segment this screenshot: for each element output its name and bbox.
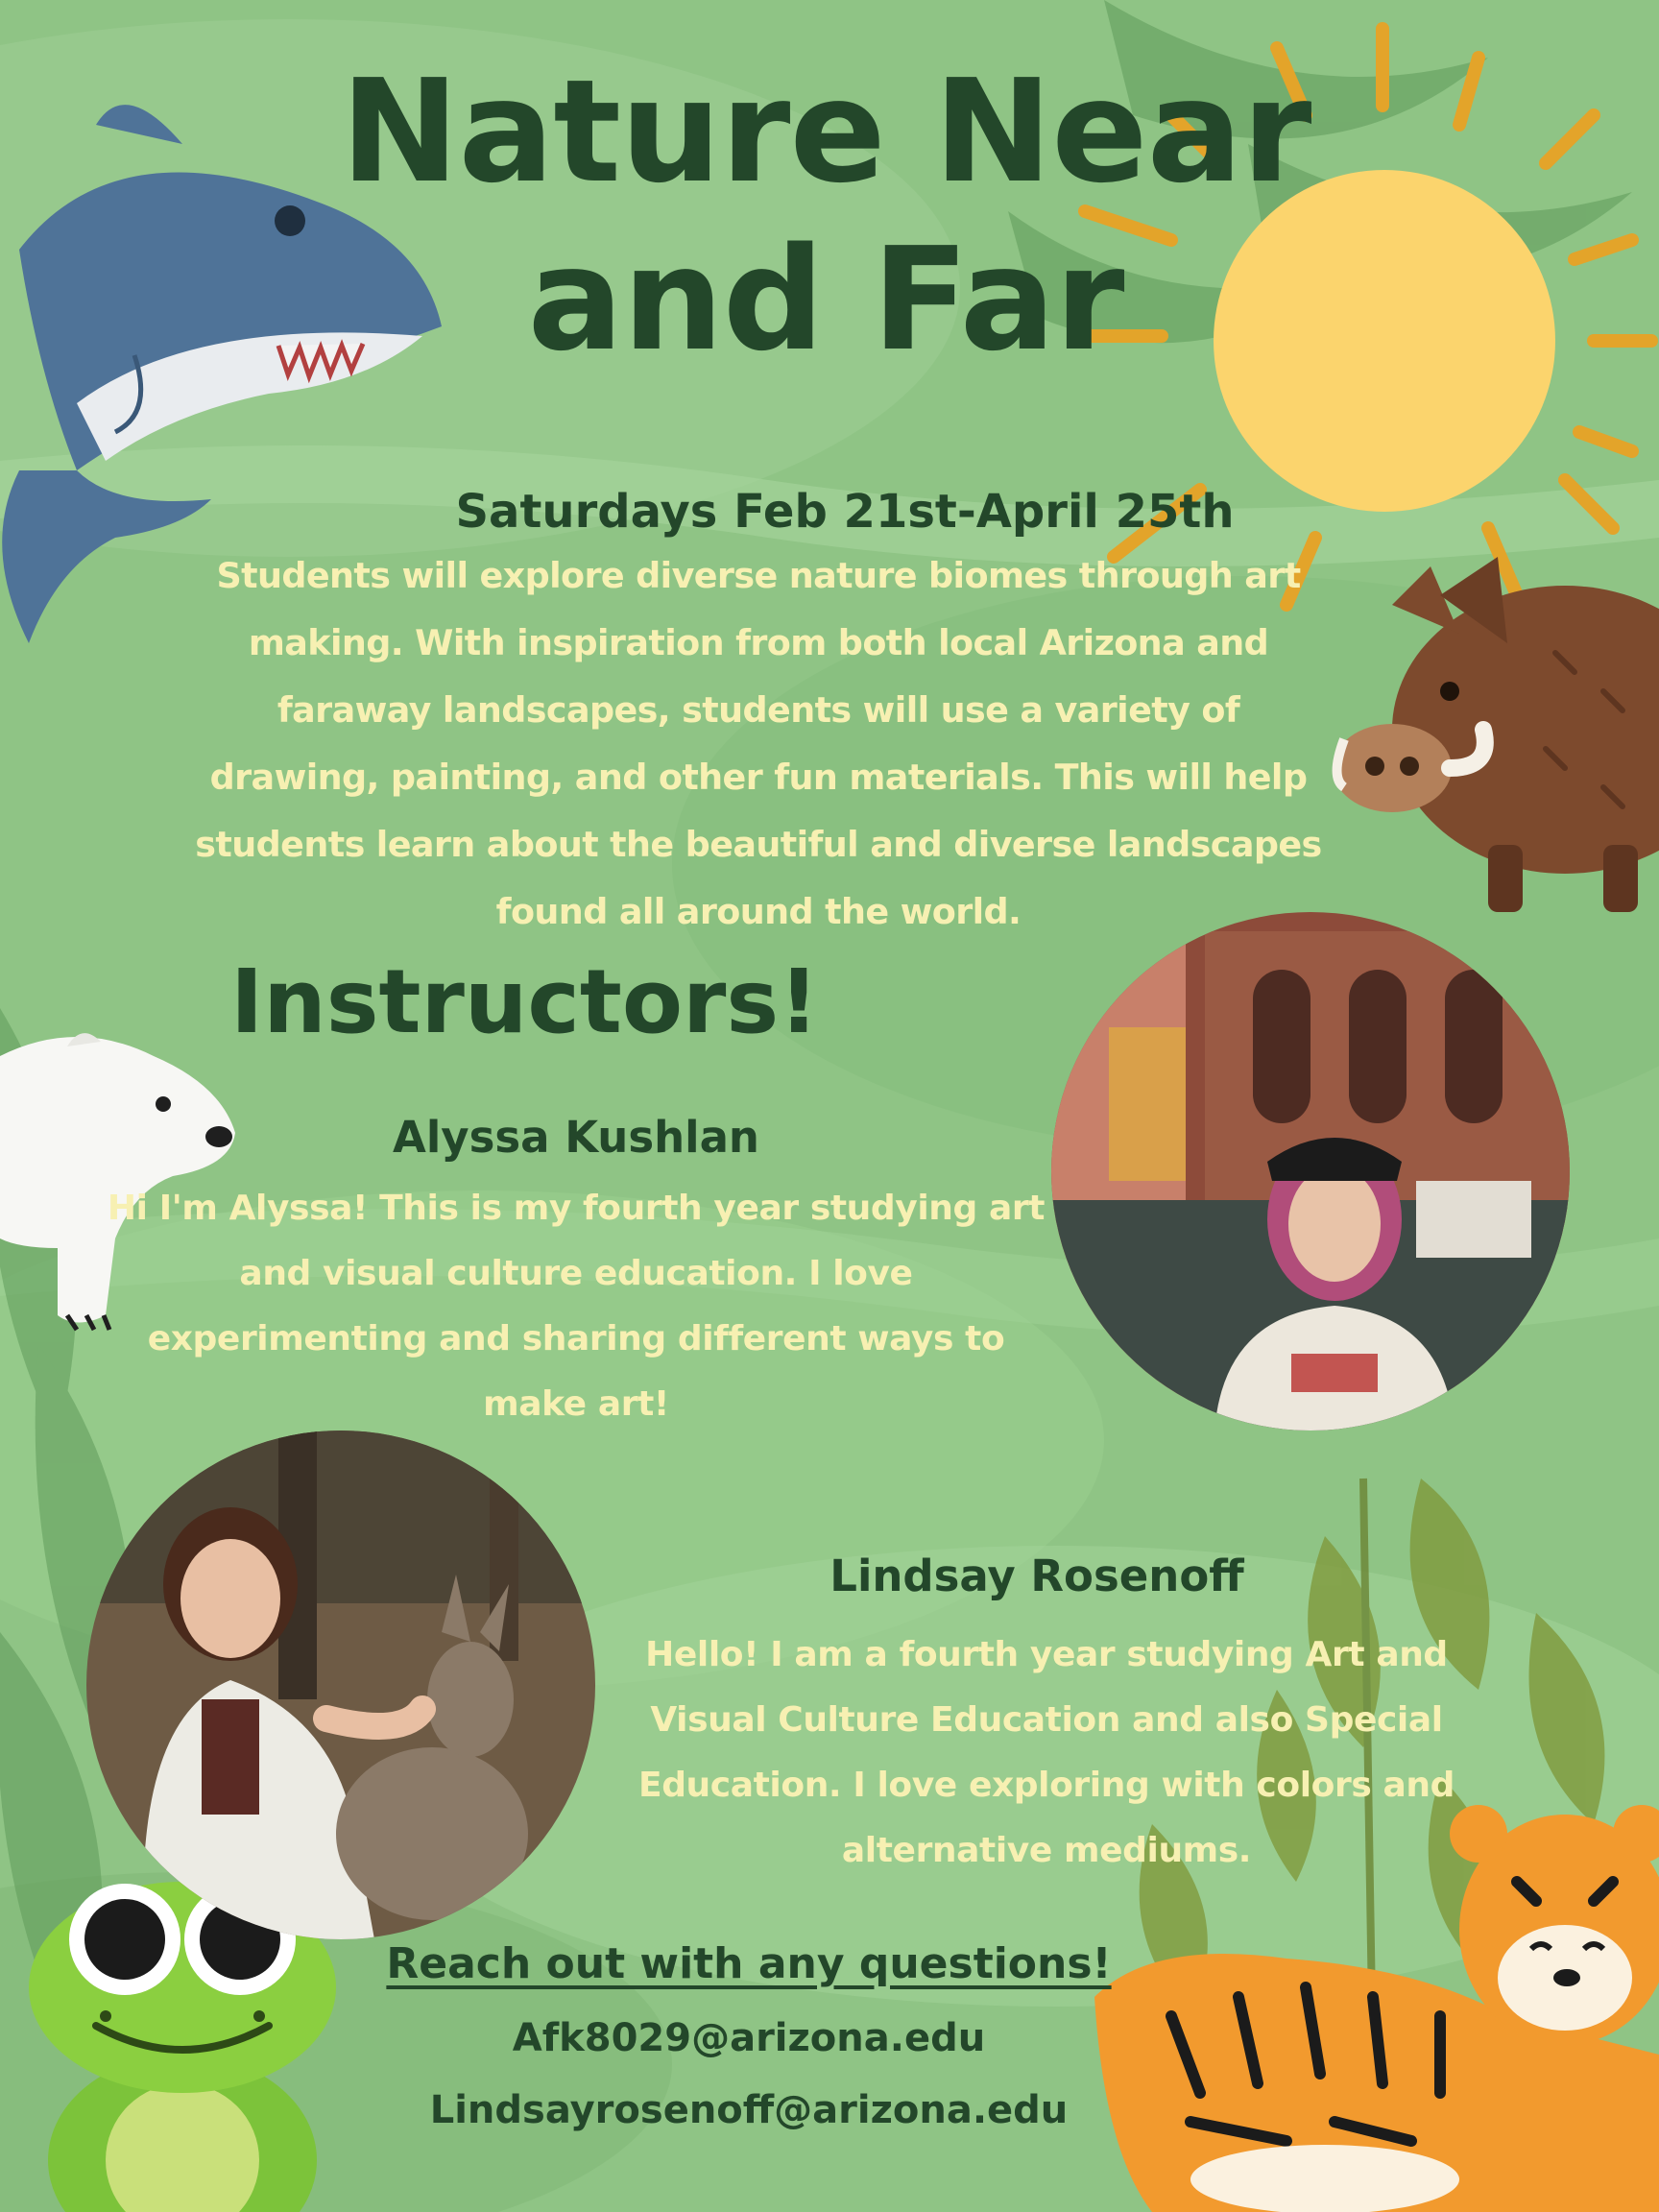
email-lindsay[interactable]: Lindsayrosenoff@arizona.edu	[429, 2088, 1069, 2132]
program-dates: Saturdays Feb 21st-April 25th	[455, 485, 1235, 539]
email-alyssa[interactable]: Afk8029@arizona.edu	[512, 2016, 986, 2060]
description-line: faraway landscapes, students will use a variety of	[276, 689, 1240, 731]
bio-line: experimenting and sharing different ways to	[147, 1319, 1005, 1358]
poster-title	[269, 48, 1382, 384]
bio-line: Visual Culture Education and also Special	[650, 1700, 1443, 1740]
program-description	[125, 542, 1392, 946]
alyssa-photo	[1051, 912, 1570, 1431]
contact-heading: Reach out with any questions!	[386, 1939, 1112, 1988]
bio-line: Hi I'm Alyssa! This is my fourth year studying art	[107, 1189, 1046, 1228]
bio-line: and visual culture education. I love	[239, 1254, 913, 1293]
description-line: found all around the world.	[495, 891, 1022, 932]
description-line: drawing, painting, and other fun materials. This will help	[209, 757, 1308, 798]
bio-line: alternative mediums.	[841, 1831, 1252, 1870]
description-line: students learn about the beautiful and diverse landscapes	[195, 824, 1322, 865]
instructor-2-name: Lindsay Rosenoff	[830, 1551, 1244, 1601]
description-line: Students will explore diverse nature biomes through art	[216, 555, 1301, 596]
instructor-1-name: Alyssa Kushlan	[393, 1112, 759, 1163]
instructor-1-bio	[96, 1176, 1056, 1437]
instructor-2-bio	[614, 1623, 1479, 1884]
instructors-heading: Instructors!	[230, 950, 820, 1053]
title-line-1: Nature Near	[340, 49, 1311, 214]
lindsay-photo	[86, 1431, 595, 1939]
bio-line: Hello! I am a fourth year studying Art and	[645, 1635, 1448, 1674]
bio-line: make art!	[483, 1384, 669, 1424]
bio-line: Education. I love exploring with colors and	[638, 1766, 1455, 1805]
title-line-2: and Far	[527, 217, 1124, 382]
description-line: making. With inspiration from both local Arizona and	[248, 622, 1269, 663]
